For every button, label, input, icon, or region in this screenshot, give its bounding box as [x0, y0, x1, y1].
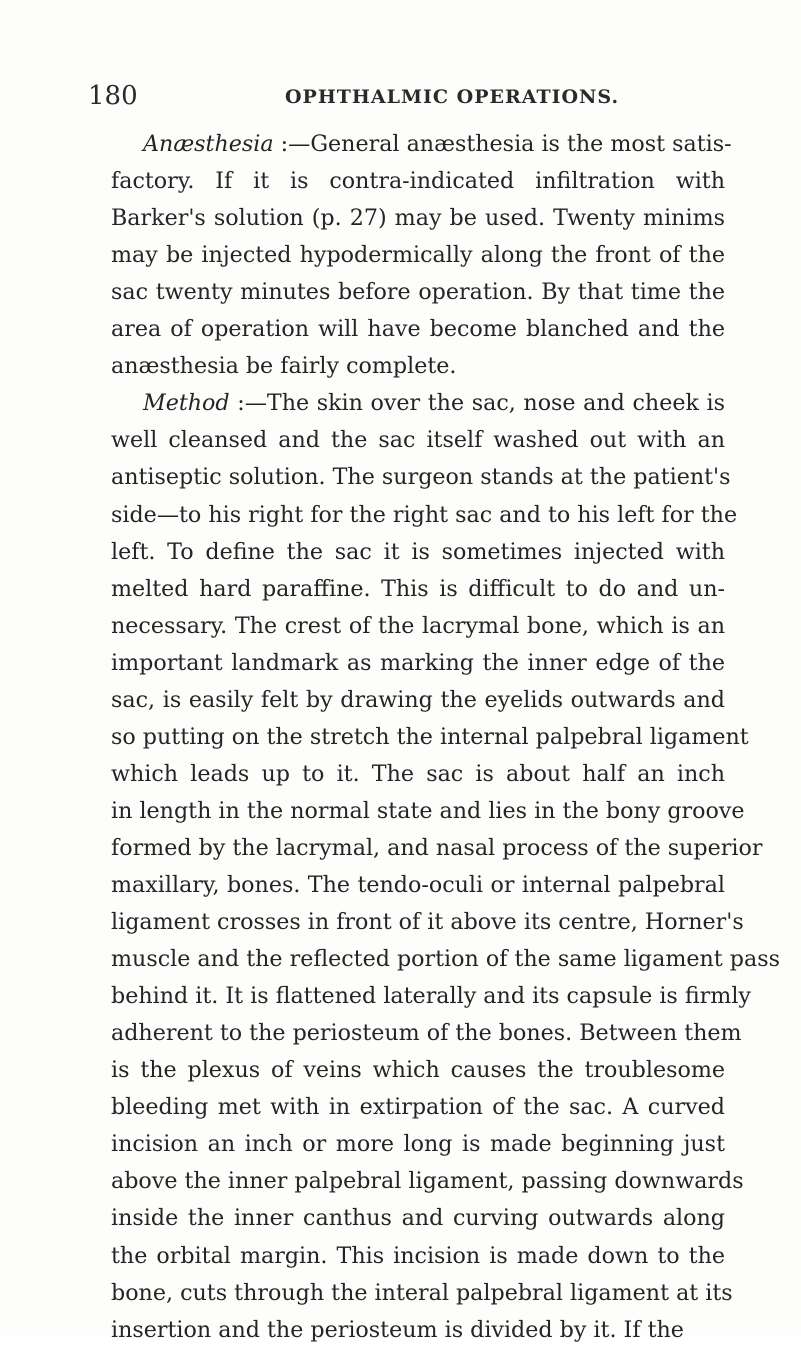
- text-line: [111, 274, 725, 311]
- line-text: antiseptic solution. The surgeon stands at the patient's: [111, 464, 731, 491]
- text-line: [111, 1015, 742, 1052]
- paragraph-heading: Anæsthesia: [143, 131, 274, 157]
- line-text: sac twenty minutes before operation. By that time the: [111, 279, 725, 306]
- line-text: insertion and the periosteum is divided by it. If the: [111, 1316, 684, 1343]
- line-text: bleeding met with in extirpation of the sac. A curved: [111, 1094, 725, 1121]
- line-text: Barker's solution (p. 27) may be used. Twenty minims: [111, 205, 725, 232]
- text-line: [111, 904, 744, 941]
- text-line: [111, 756, 725, 793]
- text-line: [111, 200, 725, 237]
- line-text: is the plexus of veins which causes the troublesome: [111, 1057, 725, 1084]
- line-text: bone, cuts through the interal palpebral ligament at its: [111, 1279, 733, 1306]
- text-line: [111, 1312, 725, 1349]
- text-line: [111, 1089, 725, 1126]
- text-line: [111, 571, 725, 608]
- line-text: behind it. It is flattened laterally and its capsule is firmly: [111, 983, 751, 1010]
- line-text: factory. If it is contra-indicated infiltration with: [111, 168, 725, 195]
- page-number: 180: [88, 81, 138, 111]
- text-line: [111, 311, 725, 348]
- line-text: important landmark as marking the inner edge of the: [111, 649, 725, 676]
- text-line: [111, 608, 725, 645]
- line-text: inside the inner canthus and curving outwards along: [111, 1205, 725, 1232]
- text-line: [143, 126, 732, 163]
- running-header: [88, 79, 728, 113]
- text-line: [111, 867, 725, 904]
- text-line: [111, 348, 725, 385]
- line-text: formed by the lacrymal, and nasal process of the superior: [111, 834, 763, 861]
- text-line: [111, 459, 731, 496]
- line-text: muscle and the reflected portion of the same ligament pass: [111, 946, 780, 973]
- text-line: [111, 497, 738, 534]
- line-text: anæsthesia be fairly complete.: [111, 353, 457, 380]
- line-text: the orbital margin. This incision is made down to the: [111, 1242, 725, 1269]
- line-text: ligament crosses in front of it above its centre, Horner's: [111, 909, 744, 936]
- line-text: adherent to the periosteum of the bones. Between them: [111, 1020, 742, 1047]
- line-text: left. To define the sac it is sometimes injected with: [111, 538, 725, 565]
- line-text: side—to his right for the right sac and to his left for the: [111, 501, 738, 528]
- text-line: [111, 682, 725, 719]
- line-text: necessary. The crest of the lacrymal bone, which is an: [111, 612, 725, 639]
- text-line: [111, 1238, 725, 1275]
- line-text: above the inner palpebral ligament, passing downwards: [111, 1168, 744, 1195]
- line-text: may be injected hypodermically along the front of the: [111, 242, 725, 269]
- line-text: maxillary, bones. The tendo-oculi or internal palpebral: [111, 872, 725, 898]
- paragraph-heading: Method: [143, 390, 230, 417]
- text-line: [111, 1126, 725, 1163]
- text-line: [111, 422, 725, 459]
- text-line: [111, 978, 751, 1015]
- running-title: OPHTHALMIC OPERATIONS.: [285, 86, 620, 108]
- text-line: [111, 1163, 744, 1200]
- text-line: [111, 719, 749, 756]
- text-line: [111, 1052, 725, 1089]
- text-line: [143, 385, 725, 422]
- line-text: :—The skin over the sac, nose and cheek is: [229, 390, 725, 417]
- text-line: [111, 534, 725, 571]
- text-line: [111, 237, 725, 274]
- line-text: sac, is easily felt by drawing the eyelids outwards and: [111, 686, 725, 713]
- line-text: well cleansed and the sac itself washed out with an: [111, 427, 725, 454]
- text-line: [111, 1200, 725, 1237]
- line-text: area of operation will have become blanched and the: [111, 316, 725, 343]
- text-line: [111, 645, 725, 682]
- text-line: [111, 941, 780, 978]
- text-line: [111, 1275, 733, 1312]
- text-line: [111, 830, 763, 867]
- line-text: in length in the normal state and lies in the bony groove: [111, 797, 745, 824]
- line-text: melted hard paraffine. This is difficult to do and un-: [111, 575, 725, 602]
- line-text: incision an inch or more long is made beginning just: [111, 1131, 725, 1158]
- text-line: [111, 793, 745, 830]
- text-line: [111, 163, 725, 200]
- line-text: which leads up to it. The sac is about half an inch: [111, 760, 725, 787]
- line-text: :—General anæsthesia is the most satis-: [273, 131, 732, 157]
- line-text: so putting on the stretch the internal palpebral ligament: [111, 723, 749, 750]
